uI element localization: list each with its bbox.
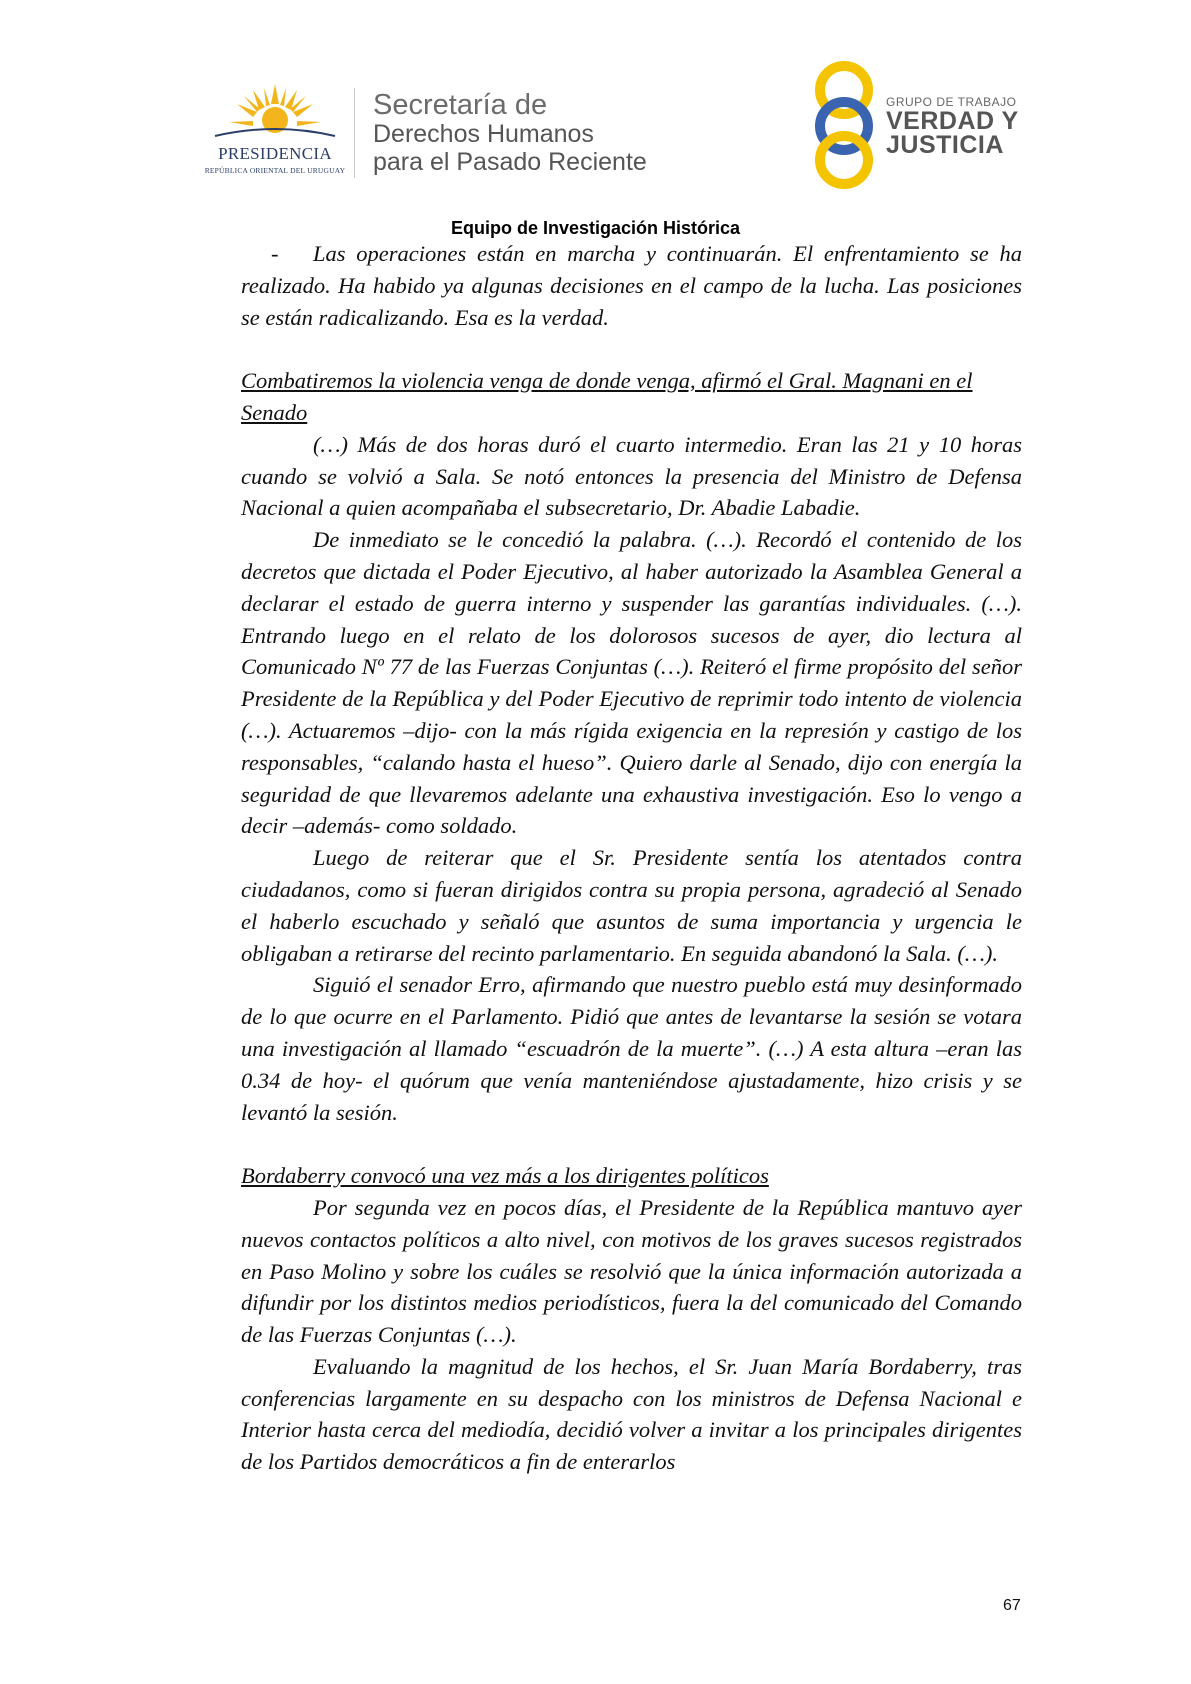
paragraph-1: (…) Más de dos horas duró el cuarto intermedio. Eran las 21 y 10 horas cuando se volvió a Sala. Se notó entonces la presencia del Ministro de Defensa Nacional a quien acompañaba el subsecretario, Dr. Abadie Labadie. xyxy=(241,431,1022,521)
document-body xyxy=(241,238,1022,1478)
quote-text: Las operaciones están en marcha y continuarán. El enfrentamiento se ha realizado. Ha habido ya algunas decisiones en el campo de la lucha. Las posiciones se están radicalizando. Esa es la verdad. xyxy=(241,241,1022,330)
presidencia-logo xyxy=(195,82,355,182)
paragraph-2: De inmediato se le concedió la palabra. (…). Recordó el contenido de los decretos que dictada el Poder Ejecutivo, al haber autorizado la Asamblea General a declarar el estado de guerra interno y suspender las garantías individuales. (…). Entrando luego en el relato de los dolorosos sucesos de ayer, dio lectura al Comunicado Nº 77 de las Fuerzas Conjuntas (…). Reiteró el firme propósito del señor Presidente de la República y del Poder Ejecutivo de reprimir todo intento de violencia (…). Actuaremos –dijo- con la más rígida exigencia en la represión y castigo de los responsables, “calando hasta el hueso”. Quiero darle al Senado, dijo con energía la seguridad de que llevaremos adelante una exhaustiva investigación. Eso lo vengo a decir –además- como soldado. xyxy=(241,527,1022,839)
grupo-line-1: GRUPO DE TRABAJO xyxy=(886,95,1017,109)
presidencia-subtitle: REPÚBLICA ORIENTAL DEL URUGUAY xyxy=(204,166,346,175)
secretaria-logo-text xyxy=(373,90,647,176)
secretaria-line-1: Secretaría de xyxy=(373,89,548,121)
page-header xyxy=(0,0,1191,200)
secretaria-line-2: Derechos Humanos xyxy=(373,120,594,148)
section-heading-1: Combatiremos la violencia venga de donde venga, afirmó el Gral. Magnani en el Senado xyxy=(241,368,973,425)
header-divider xyxy=(354,88,355,178)
page-number: 67 xyxy=(1003,1597,1021,1614)
grupo-line-2: VERDAD Y xyxy=(886,107,1019,135)
sun-emblem-icon xyxy=(195,82,355,144)
presidencia-name: PRESIDENCIA xyxy=(218,144,332,163)
paragraph-6: Evaluando la magnitud de los hechos, el Sr. Juan María Bordaberry, tras conferencias largamente en su despacho con los ministros de Defensa Nacional e Interior hasta cerca del mediodía, decidió volver a invitar a los principales dirigentes de los Partidos democráticos a fin de enterarlos xyxy=(241,1353,1022,1475)
dash-marker: - xyxy=(271,241,279,266)
paragraph-4: Siguió el senador Erro, afirmando que nuestro pueblo está muy desinformado de lo que ocurre en el Parlamento. Pidió que antes de levantarse la sesión se votara una investigación al llamado “escuadrón de la muerte”. (…) A esta altura –eran las 0.34 de hoy- el quórum que venía manteniéndose ajustadamente, hizo crisis y se levantó la sesión. xyxy=(241,972,1022,1125)
team-title: Equipo de Investigación Histórica xyxy=(450,218,741,238)
paragraph-3: Luego de reiterar que el Sr. Presidente sentía los atentados contra ciudadanos, como si fueran dirigidos contra su propia persona, agradeció al Senado el haberlo escuchado y señaló que asuntos de suma importancia y urgencia le obligaban a retirarse del recinto parlamentario. En seguida abandonó la Sala. (…). xyxy=(241,845,1022,966)
secretaria-line-3: para el Pasado Reciente xyxy=(373,148,647,176)
paragraph-5: Por segunda vez en pocos días, el Presidente de la República mantuvo ayer nuevos contactos políticos a alto nivel, con motivos de los graves sucesos registrados en Paso Molino y sobre los cuáles se resolvió que la única información autorizada a difundir por los distintos medios periodísticos, fuera la del comunicado del Comando de las Fuerzas Conjuntas (…). xyxy=(241,1194,1022,1348)
grupo-line-3: JUSTICIA xyxy=(886,131,1004,159)
section-heading-2: Bordaberry convocó una vez más a los dirigentes políticos xyxy=(241,1163,769,1189)
grupo-trabajo-text xyxy=(886,95,1019,157)
quote-paragraph xyxy=(241,238,1022,333)
